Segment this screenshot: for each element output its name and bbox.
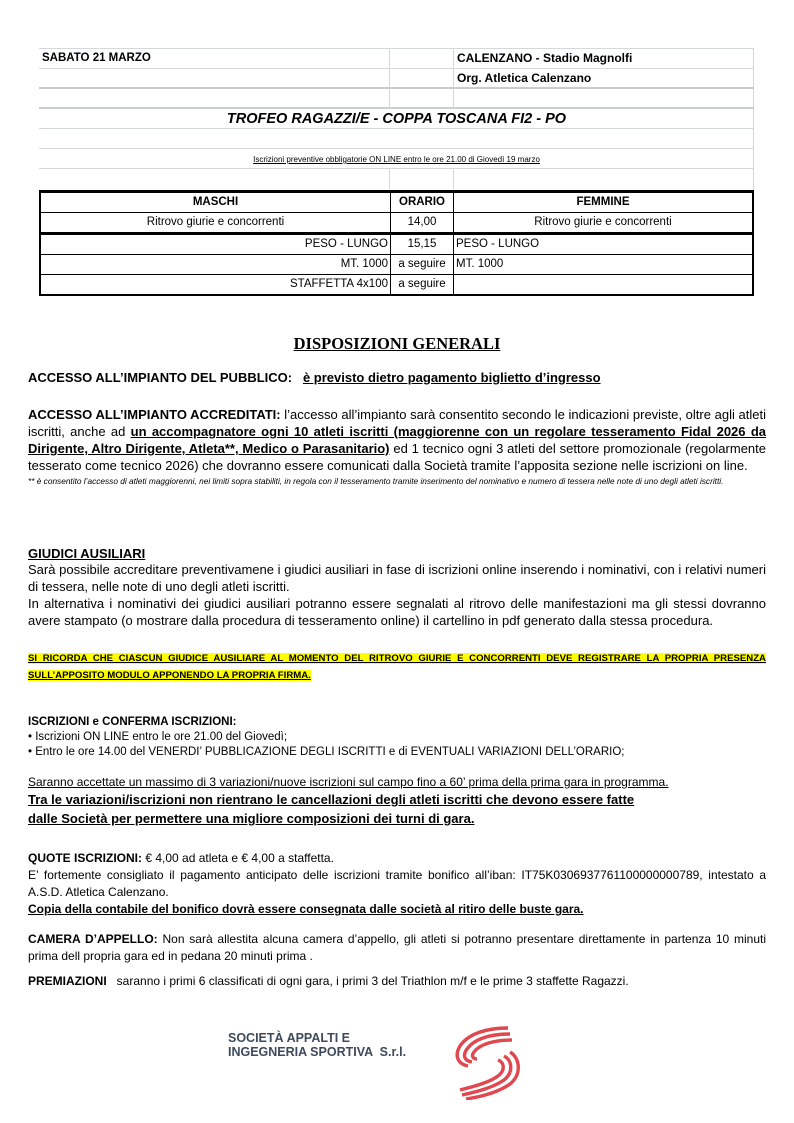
- sponsor-name: SOCIETÀ APPALTI E INGEGNERIA SPORTIVA S.r.l.: [228, 1031, 407, 1059]
- sponsor-logo-icon: [446, 1024, 524, 1100]
- fees-paragraph: QUOTE ISCRIZIONI: € 4,00 ad atleta e € 4,00 a staffetta.: [28, 851, 334, 865]
- judges-heading: GIUDICI AUSILIARI: [28, 546, 146, 561]
- event-date: SABATO 21 MARZO: [42, 52, 151, 64]
- table-row: [40, 275, 753, 296]
- header-grid: [39, 49, 754, 189]
- fees-label: QUOTE ISCRIZIONI:: [28, 851, 142, 865]
- table-header-row: [40, 192, 753, 213]
- grid-row-empty: [39, 129, 754, 149]
- col-header-femmine: FEMMINE: [454, 192, 754, 213]
- section-title: DISPOSIZIONI GENERALI: [293, 334, 501, 353]
- table-row: [40, 213, 753, 234]
- cell-femmine: PESO - LUNGO: [454, 234, 754, 255]
- registration-bullet-2: • Entro le ore 14.00 del VENERDI’ PUBBLICAZIONE DEGLI ISCRITTI e di EVENTUALI VARIAZIONI DELL’ORARIO;: [28, 746, 625, 758]
- event-title: TROFEO RAGAZZI/E - COPPA TOSCANA FI2 - PO: [226, 111, 567, 127]
- cell-femmine: MT. 1000: [454, 255, 754, 275]
- cell-maschi: PESO - LUNGO: [40, 234, 391, 255]
- cell-orario: 15,15: [391, 234, 454, 255]
- cell-maschi: STAFFETTA 4x100: [40, 275, 391, 296]
- registration-variations: Saranno accettate un massimo di 3 variazioni/nuove iscrizioni sul campo fino a 60’ prima della prima gara in programma.: [28, 775, 669, 789]
- grid-row-empty: [39, 169, 754, 189]
- cell-maschi: Ritrovo giurie e concorrenti: [40, 213, 391, 234]
- grid-row-note: [39, 149, 754, 169]
- program-table: [39, 190, 754, 296]
- cell-orario: 14,00: [391, 213, 454, 234]
- access-accredited-label: ACCESSO ALL’IMPIANTO ACCREDITATI:: [28, 407, 281, 422]
- col-header-maschi: MASCHI: [40, 192, 391, 213]
- table-row: [40, 234, 753, 255]
- col-header-orario: ORARIO: [391, 192, 454, 213]
- fees-receipt-note: Copia della contabile del bonifico dovrà essere consegnata dalle società al ritiro delle buste gara.: [28, 902, 584, 916]
- grid-row-empty: [39, 89, 754, 109]
- registration-bullet-1: • Iscrizioni ON LINE entro le ore 21.00 del Giovedì;: [28, 731, 288, 743]
- call-room-paragraph: CAMERA D’APPELLO: Non sarà allestita alcuna camera d’appello, gli atleti si potranno presentare direttamente in partenza 10 minuti prima dell propria gara ed in pedana 20 minuti prima .: [28, 932, 766, 963]
- judges-text-1: Sarà possibile accreditare preventivamene i giudici ausiliari in fase di iscrizioni online inserendo i nominativi, con i relativi numeri di tessera, nelle note di uno degli atleti iscritti.: [28, 562, 766, 594]
- access-accredited-bold: un accompagnatore ogni 10 atleti iscritti (maggiorenne con un regolare tesseramento Fidal 2026 da Dirigente, Altro Dirigente, Atleta**, Medico o Parasanitario): [28, 424, 766, 456]
- awards-label: PREMIAZIONI: [28, 974, 107, 988]
- cell-femmine: Ritrovo giurie e concorrenti: [454, 213, 754, 234]
- access-public-paragraph: [28, 369, 766, 386]
- cell-orario: a seguire: [391, 275, 454, 296]
- cell-femmine: [454, 275, 754, 296]
- cell-maschi: MT. 1000: [40, 255, 391, 275]
- call-room-label: CAMERA D’APPELLO:: [28, 932, 158, 946]
- access-public-text: è previsto dietro pagamento biglietto d’ingresso: [302, 370, 601, 385]
- grid-row-organizer: [39, 69, 754, 89]
- cell-orario: a seguire: [391, 255, 454, 275]
- grid-row-title: [39, 109, 754, 129]
- registration-note: Iscrizioni preventive obbligatorie ON LINE entro le ore 21.00 di Giovedì 19 marzo: [253, 155, 540, 164]
- access-public-label: ACCESSO ALL’IMPIANTO DEL PUBBLICO:: [28, 370, 293, 385]
- awards-paragraph: PREMIAZIONI saranno i primi 6 classificati di ogni gara, i primi 3 del Triathlon m/f e le prime 3 staffette Ragazzi.: [28, 974, 629, 988]
- judges-highlight-notice: SI RICORDA CHE CIASCUN GIUDICE AUSILIARE AL MOMENTO DEL RITROVO GIURIE E CONCORRENTI DEVE REGISTRARE LA PROPRIA PRESENZA SULL’APPOSITO MODULO APPONENDO LA PROPRIA FIRMA.: [28, 653, 766, 681]
- table-row: [40, 255, 753, 275]
- fees-bank-transfer: E’ fortemente consigliato il pagamento anticipato delle iscrizioni tramite bonifico all’iban: IT75K0306937761100000000789, intestato a A.S.D. Atletica Calenzano.: [28, 868, 766, 899]
- grid-row-date: [39, 49, 754, 69]
- registration-cancellations-1: Tra le variazioni/iscrizioni non rientrano le cancellazioni degli atleti iscritti che devono essere fatte: [28, 792, 635, 807]
- event-location: CALENZANO - Stadio Magnolfi: [457, 51, 633, 65]
- event-organizer: Org. Atletica Calenzano: [457, 71, 592, 85]
- registration-cancellations-2: dalle Società per permettere una migliore composizioni dei turni di gara.: [28, 811, 475, 826]
- judges-text-2: In alternativa i nominativi dei giudici ausiliari potranno essere segnalati al ritrovo delle manifestazioni ma gli stessi dovranno avere stampato (o mostrare dalla procedura di tesseramento online) il cartellino in pdf generato dalla stessa procedura.: [28, 596, 766, 628]
- access-accredited-paragraph: ACCESSO ALL’IMPIANTO ACCREDITATI: l’accesso all’impianto sarà consentito secondo le indicazioni previste, oltre agli atleti iscritti, anche ad un accompagnatore ogni 10 atleti iscritti (maggiorenne con un regolare tesseramento Fidal 2026 da Dirigente, Altro Dirigente, Atleta**, Medico o Parasanitario) ed 1 tecnico ogni 3 atleti del settore promozionale (regolarmente tesserato come tecnico 2026) che dovranno essere comunicati dalla Società tramite l’apposita sezione nelle iscrizioni on line.: [28, 407, 767, 473]
- access-footnote: ** è consentito l’accesso di atleti maggiorenni, nei limiti sopra stabiliti, in regola con il tesseramento tramite inserimento del nominativo e numero di tessera nelle note di uno degli atleti iscritti.: [28, 476, 724, 486]
- registration-heading: ISCRIZIONI e CONFERMA ISCRIZIONI:: [28, 716, 237, 728]
